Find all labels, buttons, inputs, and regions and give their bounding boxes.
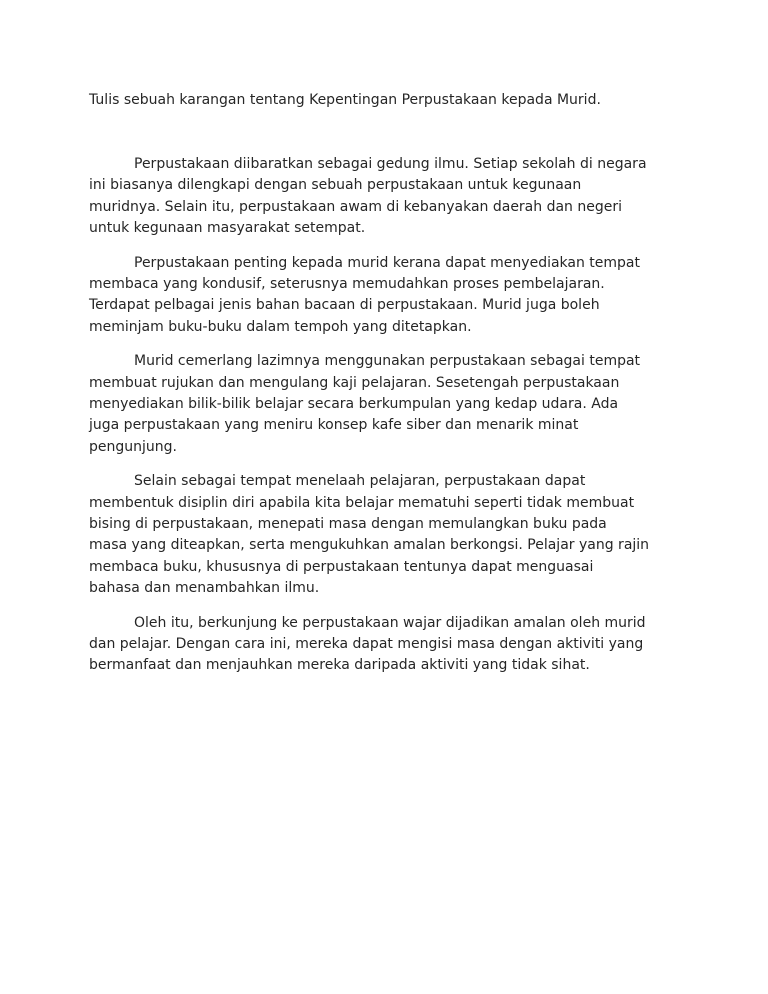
paragraph-line: juga perpustakaan yang meniru konsep kafe siber dan menarik minat [89,417,579,434]
paragraph-line: Murid cemerlang lazimnya menggunakan perpustakaan sebagai tempat [134,353,641,370]
paragraph-line: Perpustakaan diibaratkan sebagai gedung ilmu. Setiap sekolah di negara [134,156,647,172]
essay-prompt: Tulis sebuah karangan tentang Kepentingan Perpustakaan kepada Murid. [89,92,601,108]
paragraph-line: Perpustakaan penting kepada murid kerana dapat menyediakan tempat [134,254,641,271]
paragraph-line: membaca yang kondusif, seterusnya memudahkan proses pembelajaran. [89,275,605,292]
paragraph-line: masa yang diteapkan, serta mengukuhkan amalan berkongsi. Pelajar yang rajin [89,537,650,554]
paragraph-line: meminjam buku-buku dalam tempoh yang ditetapkan. [89,318,472,335]
paragraph-line: bermanfaat dan menjauhkan mereka daripada aktiviti yang tidak sihat. [89,657,590,674]
paragraph-line: dan pelajar. Dengan cara ini, mereka dapat mengisi masa dengan aktiviti yang [89,635,644,652]
paragraph-line: ini biasanya dilengkapi dengan sebuah perpustakaan untuk kegunaan [89,177,582,194]
paragraph-line: bising di perpustakaan, menepati masa dengan memulangkan buku pada [89,515,607,532]
paragraph-line: membaca buku, khususnya di perpustakaan tentunya dapat menguasai [89,558,594,575]
paragraph-line: untuk kegunaan masyarakat setempat. [89,219,366,236]
paragraph-line: muridnya. Selain itu, perpustakaan awam di kebanyakan daerah dan negeri [89,198,623,215]
paragraph-line: membuat rujukan dan mengulang kaji pelajaran. Sesetengah perpustakaan [89,374,620,391]
essay-paragraph [89,154,689,239]
essay-paragraph [89,613,689,677]
paragraph-line: menyediakan bilik-bilik belajar secara berkumpulan yang kedap udara. Ada [89,395,619,412]
paragraph-line: bahasa dan menambahkan ilmu. [89,579,320,596]
paragraph-line: membentuk disiplin diri apabila kita belajar mematuhi seperti tidak membuat [89,494,635,511]
essay-paragraph [89,351,689,457]
paragraph-line: Oleh itu, berkunjung ke perpustakaan wajar dijadikan amalan oleh murid [134,614,646,631]
essay-paragraph [89,471,689,599]
paragraph-line: Selain sebagai tempat menelaah pelajaran, perpustakaan dapat [134,473,586,490]
paragraph-line: pengunjung. [89,438,177,455]
essay-body [89,154,689,690]
essay-paragraph [89,253,689,338]
paragraph-line: Terdapat pelbagai jenis bahan bacaan di perpustakaan. Murid juga boleh [89,297,600,314]
